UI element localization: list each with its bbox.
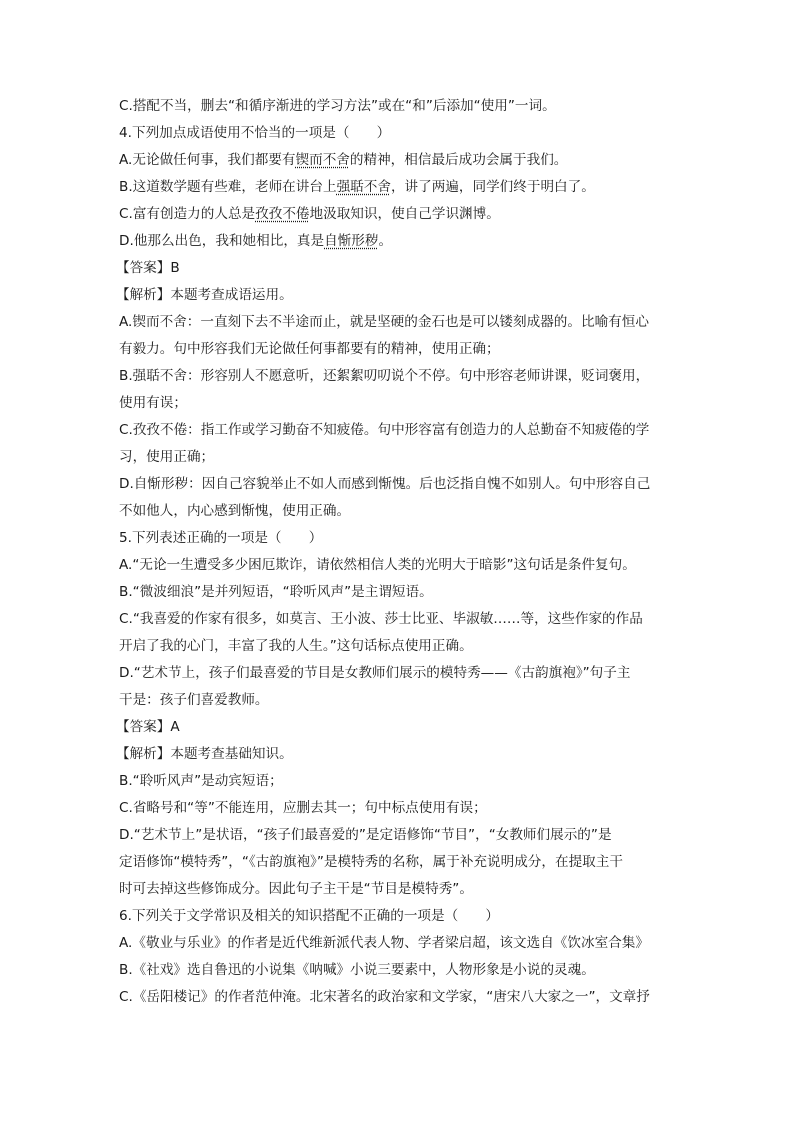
text-line: C.《岳阳楼记》的作者范仲淹。北宋著名的政治家和文学家，“唐宋八大家之一”，文章抒 xyxy=(119,989,650,1005)
text-line: 不如他人，内心感到惭愧，使用正确。 xyxy=(119,503,351,519)
question-6-stem: 6.下列关于文学常识及相关的知识搭配不正确的一项是（ ） xyxy=(119,908,499,924)
question-4-stem: 4.下列加点成语使用不恰当的一项是（ ） xyxy=(119,125,391,141)
text-line: 使用有误； xyxy=(119,395,187,411)
text-line: 有毅力。句中形容我们无论做任何事都要有的精神，使用正确； xyxy=(119,341,500,357)
text-line: B.“微波细浪”是并列短语，“聆听风声”是主谓短语。 xyxy=(119,584,433,600)
text-line: 开启了我的心门，丰富了我的人生。”这句话标点使用正确。 xyxy=(119,638,473,654)
question-4-option-a: A.无论做任何事，我们都要有锲而不舍的精神，相信最后成功会属于我们。 xyxy=(119,152,568,168)
text-line: A.锲而不舍：一直刻下去不半途而止，就是坚硬的金石也是可以镂刻成器的。比喻有恒心 xyxy=(119,314,649,330)
text-line: B.《社戏》选自鲁迅的小说集《呐喊》小说三要素中，人物形象是小说的灵魂。 xyxy=(119,962,595,978)
text-line: C.省略号和“等”不能连用，应删去其一；句中标点使用有误； xyxy=(119,800,487,816)
question-4-option-d: D.他那么出色，我和她相比，真是自惭形秽。 xyxy=(119,233,393,249)
analysis-label: 【解析】本题考查基础知识。 xyxy=(116,746,293,762)
dotted-idiom: 强聒不舍 xyxy=(336,179,391,195)
question-5-stem: 5.下列表述正确的一项是（ ） xyxy=(119,530,323,546)
text-line: C.孜孜不倦：指工作或学习勤奋不知疲倦。句中形容富有创造力的人总勤奋不知疲倦的学 xyxy=(119,422,650,438)
text-line: A.“无论一生遭受多少困厄欺诈，请依然相信人类的光明大于暗影”这句话是条件复句。 xyxy=(119,557,636,573)
analysis-label: 【解析】本题考查成语运用。 xyxy=(116,287,293,303)
dotted-idiom: 孜孜不倦 xyxy=(255,206,310,222)
text-line: D.自惭形秽：因自己容貌举止不如人而感到惭愧。后也泛指自愧不如别人。句中形容自己 xyxy=(119,476,651,492)
dotted-idiom: 锲而不舍 xyxy=(295,152,350,168)
text-line: 干是：孩子们喜爱教师。 xyxy=(119,692,269,708)
text-line: 定语修饰“模特秀”，“《古韵旗袍》”是模特秀的名称，属于补充说明成分，在提取主干 xyxy=(119,854,623,870)
text-line: B.“聆听风声”是动宾短语； xyxy=(119,773,283,789)
text-line: C.搭配不当，删去“和循序渐进的学习方法”或在“和”后添加“使用”一词。 xyxy=(119,98,556,114)
text-line: A.《敬业与乐业》的作者是近代维新派代表人物、学者梁启超，该文选自《饮冰室合集》 xyxy=(119,935,649,951)
text-line: B.强聒不舍：形容别人不愿意听，还絮絮叨叨说个不停。句中形容老师讲课，贬词褒用， xyxy=(119,368,650,384)
text-line: 时可去掉这些修饰成分。因此句子主干是“节目是模特秀”。 xyxy=(119,881,473,897)
dotted-idiom: 自惭形秽 xyxy=(324,233,379,249)
text-line: 习，使用正确； xyxy=(119,449,215,465)
question-4-option-c: C.富有创造力的人总是孜孜不倦地汲取知识，使自己学识渊博。 xyxy=(119,206,500,222)
answer-label: 【答案】A xyxy=(116,719,180,735)
text-line: C.“我喜爱的作家有很多，如莫言、王小波、莎士比亚、毕淑敏……等，这些作家的作品 xyxy=(119,611,643,627)
question-4-option-b: B.这道数学题有些难，老师在讲台上强聒不舍，讲了两遍，同学们终于明白了。 xyxy=(119,179,595,195)
text-line: D.“艺术节上”是状语，“孩子们最喜爱的”是定语修饰“节目”，“女教师们展示的”是 xyxy=(119,827,612,843)
answer-label: 【答案】B xyxy=(116,260,180,276)
text-line: D.“艺术节上，孩子们最喜爱的节目是女教师们展示的模特秀——《古韵旗袍》”句子主 xyxy=(119,665,631,681)
